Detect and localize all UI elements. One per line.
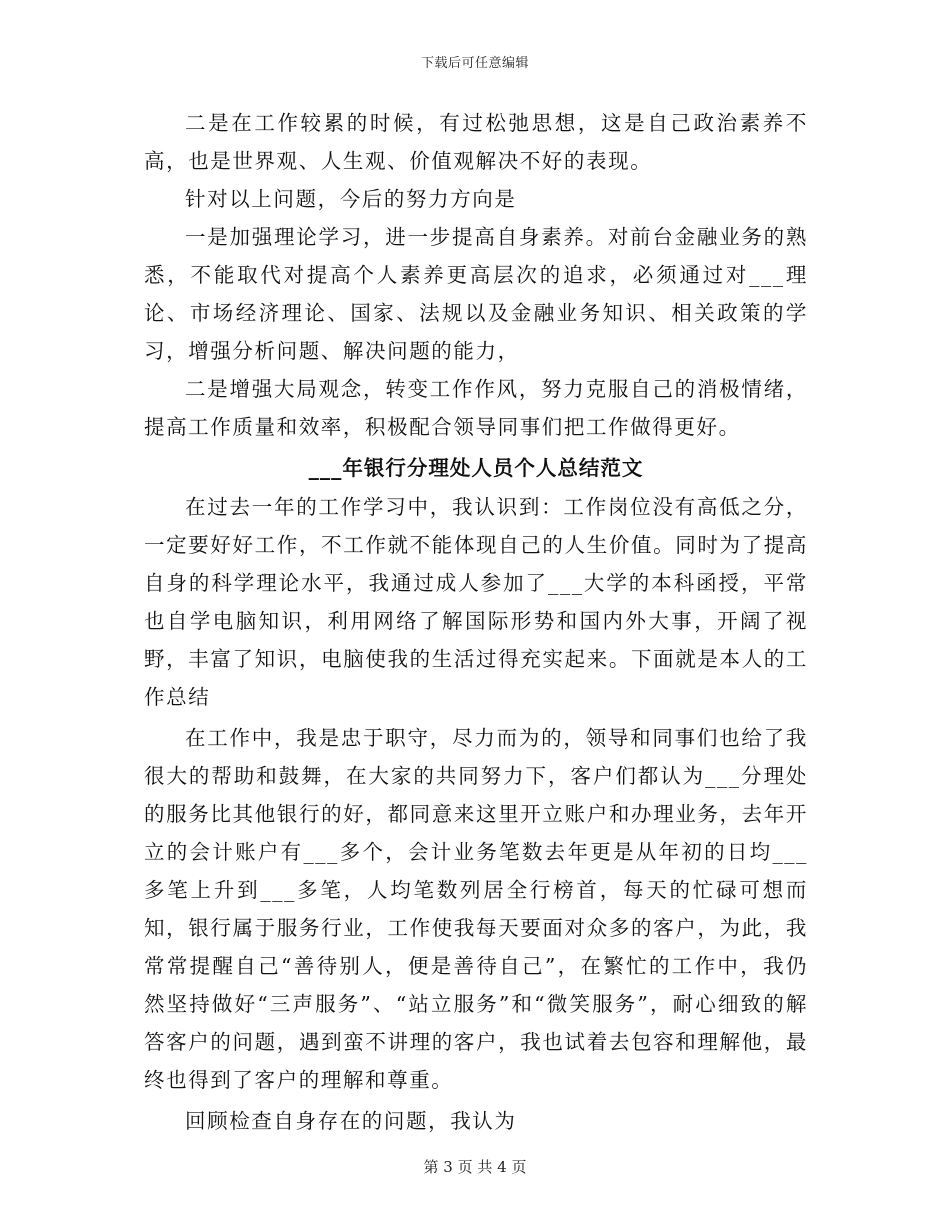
page-header: 下载后可任意编辑 bbox=[420, 56, 529, 71]
paragraph: 针对以上问题，今后的努力方向是 bbox=[185, 187, 517, 211]
paragraph: 一是加强理论学习，进一步提高自身素养。对前台金融业务的熟悉，不能取代对提高个人素养更高层次的追求，必须通过对___理论、市场经济理论、国家、法规以及金融业务知识、相关政策的学习，增强分析问题、解决问题的能力， bbox=[144, 225, 808, 363]
section-title: ___年银行分理处人员个人总结范文 bbox=[308, 456, 644, 480]
document-body bbox=[144, 104, 808, 1140]
paragraph: 回顾检查自身存在的问题，我认为 bbox=[185, 1109, 517, 1133]
page-number: 第 3 页 共 4 页 bbox=[423, 1158, 527, 1176]
paragraph: 二是增强大局观念，转变工作作风，努力克服自己的消极情绪，提高工作质量和效率，积极配合领导同事们把工作做得更好。 bbox=[144, 377, 808, 439]
paragraph: 在工作中，我是忠于职守，尽力而为的，领导和同事们也给了我很大的帮助和鼓舞，在大家的共同努力下，客户们都认为___分理处的服务比其他银行的好，都同意来这里开立账户和办理业务，去年开立的会计账户有___多个，会计业务笔数去年更是从年初的日均___多笔上升到___多笔，人均笔数列居全行榜首，每天的忙碌可想而知，银行属于服务行业，工作使我每天要面对众多的客户，为此，我常常提醒自己“善待别人，便是善待自己”，在繁忙的工作中，我仍然坚持做好“三声服务”、“站立服务”和“微笑服务”，耐心细致的解答客户的问题，遇到蛮不讲理的客户，我也试着去包容和理解他，最终也得到了客户的理解和尊重。 bbox=[144, 726, 808, 1092]
paragraph: 二是在工作较累的时候，有过松弛思想，这是自己政治素养不高，也是世界观、人生观、价值观解决不好的表现。 bbox=[144, 111, 808, 173]
paragraph: 在过去一年的工作学习中，我认识到：工作岗位没有高低之分，一定要好好工作，不工作就不能体现自己的人生价值。同时为了提高自身的科学理论水平，我通过成人参加了___大学的本科函授，平常也自学电脑知识，利用网络了解国际形势和国内外大事，开阔了视野，丰富了知识，电脑使我的生活过得充实起来。下面就是本人的工作总结 bbox=[144, 495, 808, 709]
